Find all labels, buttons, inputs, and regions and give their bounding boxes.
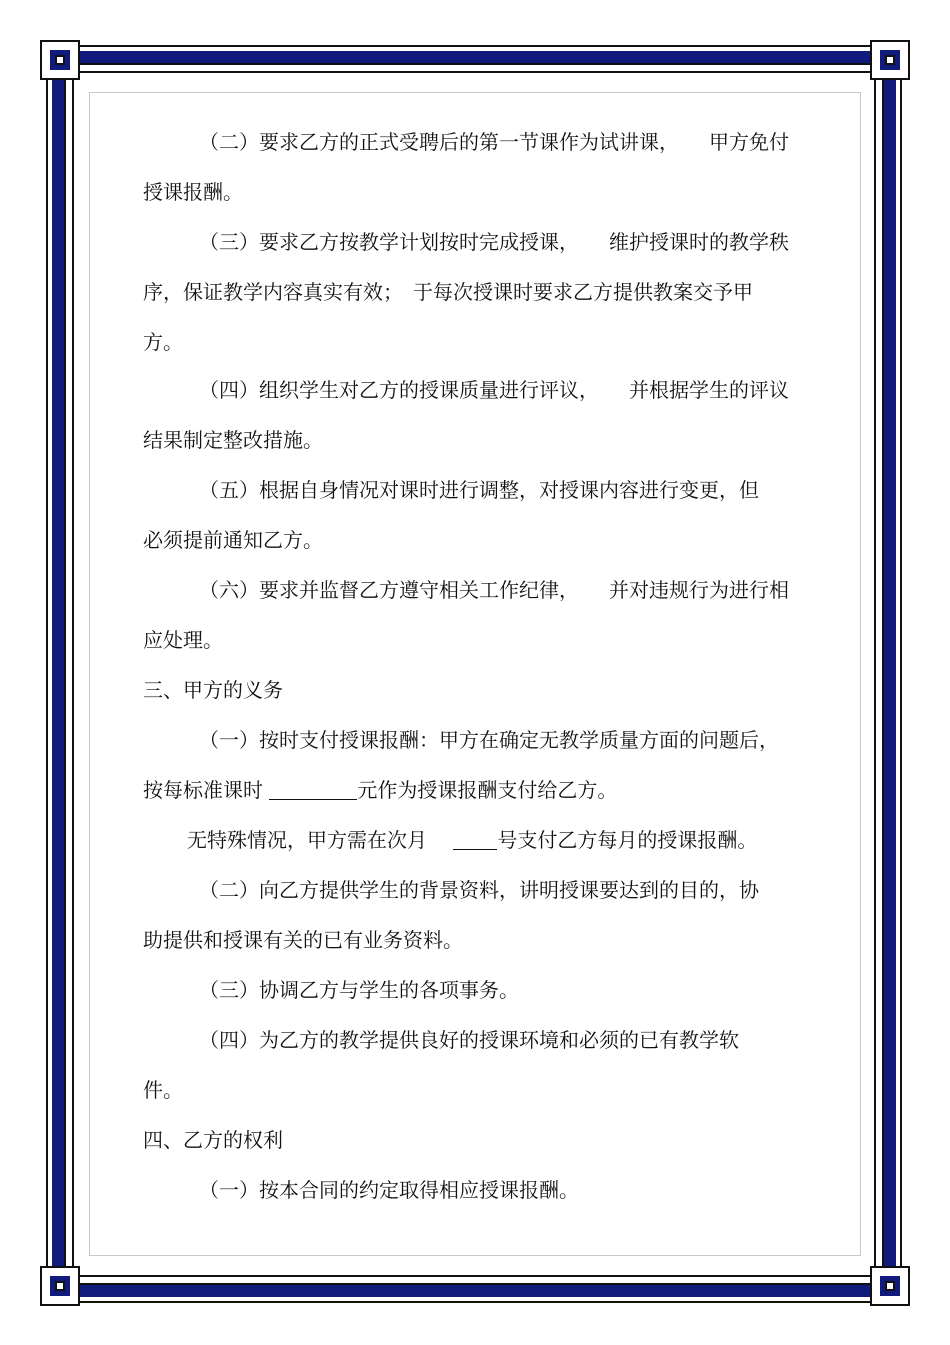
corner-ornament-top-right <box>870 40 910 80</box>
paragraph-line: （三）协调乙方与学生的各项事务。 <box>199 978 519 1002</box>
paragraph-line: （五）根据自身情况对课时进行调整，对授课内容进行变更，但 <box>199 478 759 502</box>
paragraph-line-with-blank <box>187 826 757 854</box>
paragraph-line: 序，保证教学内容真实有效； 于每次授课时要求乙方提供教案交予甲 <box>143 280 753 304</box>
paragraph-line-with-blank <box>143 776 617 804</box>
paragraph-line: 件。 <box>143 1078 183 1102</box>
section-heading: 三、甲方的义务 <box>143 678 283 702</box>
paragraph-line: （二）向乙方提供学生的背景资料，讲明授课要达到的目的，协 <box>199 878 759 902</box>
content-area <box>89 92 861 1256</box>
paragraph-line: 助提供和授课有关的已有业务资料。 <box>143 928 463 952</box>
fill-in-blank[interactable] <box>269 779 357 800</box>
corner-ornament-top-left <box>40 40 80 80</box>
corner-ornament-bottom-left <box>40 1266 80 1306</box>
paragraph-line: （四）为乙方的教学提供良好的授课环境和必须的已有教学软 <box>199 1028 739 1052</box>
fill-in-blank[interactable] <box>453 829 497 850</box>
paragraph-text: 元作为授课报酬支付给乙方。 <box>357 778 618 802</box>
paragraph-line: （三）要求乙方按教学计划按时完成授课， 维护授课时的教学秩 <box>199 230 789 254</box>
paragraph-line: （一）按时支付授课报酬：甲方在确定无教学质量方面的问题后， <box>199 728 779 752</box>
paragraph-line: 授课报酬。 <box>143 180 243 204</box>
paragraph-line: （一）按本合同的约定取得相应授课报酬。 <box>199 1178 579 1202</box>
paragraph-text: 无特殊情况，甲方需在次月 <box>187 828 427 852</box>
section-heading: 四、乙方的权利 <box>143 1128 283 1152</box>
paragraph-line: 结果制定整改措施。 <box>143 428 323 452</box>
paragraph-line: （六）要求并监督乙方遵守相关工作纪律， 并对违规行为进行相 <box>199 578 789 602</box>
paragraph-line: 方。 <box>143 330 183 354</box>
corner-ornament-bottom-right <box>870 1266 910 1306</box>
paragraph-text: 按每标准课时 <box>143 778 263 802</box>
paragraph-line: 必须提前通知乙方。 <box>143 528 323 552</box>
paragraph-line: 应处理。 <box>143 628 223 652</box>
paragraph-line: （二）要求乙方的正式受聘后的第一节课作为试讲课， 甲方免付 <box>199 130 789 154</box>
paragraph-text: 号支付乙方每月的授课报酬。 <box>497 828 758 852</box>
paragraph-line: （四）组织学生对乙方的授课质量进行评议， 并根据学生的评议 <box>199 378 789 402</box>
